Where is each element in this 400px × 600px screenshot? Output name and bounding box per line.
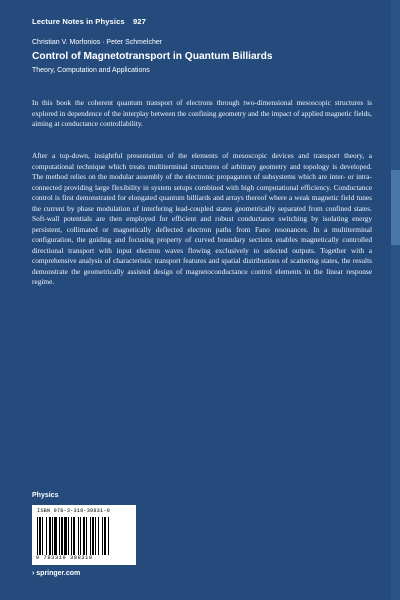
abstract-paragraph-2: After a top-down, insightful presentation of the elements of mesoscopic devices and transport theory, a computational technique which treats multiterminal structures of arbitrary geometry and topology is developed. The method relies on the modular assembly of the electronic propagators of subsystems which are inter- or intra-connected providing large flexibility in system setups combined with high computational efficiency. Conductance control is first demonstrated for elongated quantum billiards and arrays thereof where a weak magnetic field tunes the current by phase modulation of interfering lead-coupled states geometrically separated from confined states. Soft-wall potentials are then employed for efficient and robust conductance switching by isolating energy persistent, collimated or magnetically deflected electron paths from Fano resonances. In a multiterminal configuration, the guiding and focusing property of curved boundary sections enables magnetically controlled directional transport with input electron waves flowing exclusively to selected outputs. Together with a comprehensive analysis of characteristic transport features and spatial distributions of scattering states, the results demonstrate the geometrically assisted design of magnetoconductance control elements in the linear response regime. (32, 151, 372, 286)
publisher-link[interactable]: › springer.com (32, 570, 81, 577)
abstract-paragraph-1: In this book the coherent quantum transport of electrons through two-dimensional mesoscopic structures is explored in dependence of the interplay between the confining geometry and the impact of applied magnetic fields, aiming at conductance controllability. (32, 98, 372, 128)
book-subtitle: Theory, Computation and Applications (32, 67, 150, 74)
spine-color-tab (391, 170, 400, 245)
series-line (32, 17, 152, 26)
book-title: Control of Magnetotransport in Quantum Billiards (32, 51, 273, 62)
barcode (32, 505, 136, 565)
series-name: Lecture Notes in Physics (32, 17, 125, 26)
subject-label: Physics (32, 492, 59, 499)
isbn-text: ISBN 978-3-319-39831-0 (37, 508, 110, 514)
barcode-bars (37, 517, 131, 555)
barcode-digits: 9 783319 398310 (36, 555, 93, 561)
series-volume: 927 (132, 17, 146, 26)
spine-strip (391, 0, 400, 600)
authors: Christian V. Morfonios · Peter Schmelcher (32, 39, 163, 46)
